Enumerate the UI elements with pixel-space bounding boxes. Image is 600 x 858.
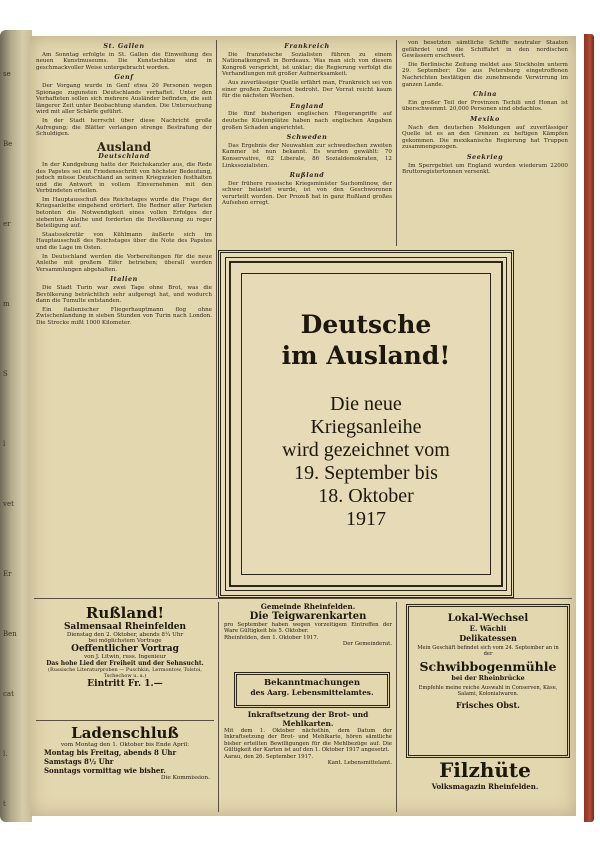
spine-fragment: Er	[3, 570, 12, 578]
ad-topic: Das hohe Lied der Freiheit und der Sehnsucht.	[46, 660, 204, 667]
newspaper-page	[30, 36, 576, 816]
article-paragraph: Im Sperrgebiet um England wurden wiederum 22000 Bruttoregistertonnen versenkt.	[402, 162, 568, 176]
spine-fragment: vet	[3, 500, 14, 508]
ad-subline: bei möglichstem Vortrage	[88, 638, 162, 644]
article-paragraph: Die Stadt Turin war zwei Tage ohne Brot, was die Bevölkerung beträchtlich sehr aufgeregt hat, und wodurch dann die Tumulte entstanden.	[36, 285, 212, 305]
article-paragraph: Der frühere russische Kriegsminister Suchomlinow, der schwer belastet wurde, ist von den Geschworenen verurteilt worden. Der Prozeß hat in ganz Rußland großes Aufsehen erregt.	[222, 180, 392, 207]
russland-lecture-ad	[36, 602, 214, 718]
section-heading: Seekrieg	[466, 152, 504, 161]
column-rule	[218, 602, 219, 812]
ad-body	[221, 393, 511, 531]
spine-fragment: se	[3, 70, 11, 78]
column-left	[36, 40, 212, 596]
ad-line: Sonntags vormittag wie bisher.	[44, 766, 166, 775]
article-paragraph: Aus zuverlässiger Quelle erfährt man, Frankreich sei von einer großen Zuckernot bedroht. Der Vorrat reicht kaum für die nächsten Wochen.	[222, 79, 392, 100]
article-paragraph: Ein großer Teil der Provinzen Tschili und Honan ist überschwemmt. 20,000 Personen sind obdachlos.	[402, 99, 568, 113]
notice-body: Mit dem 1. Oktober nächsthin, dem Datum der Inkraftsetzung der Brot- und Mehlkarte, hören sämtliche bisher erteilten Bewilligungen für die Mehlbezüge auf. Die Gültigkeit der Karten ist auf den 1. Oktober 1917 angesetzt.	[224, 728, 392, 754]
ad-title: Lokal-Wechsel	[447, 613, 529, 624]
book-spine	[0, 30, 32, 822]
ads-divider	[34, 598, 572, 599]
section-heading: Italien	[110, 275, 138, 284]
article-paragraph: Der Vorgang wurde in Genf etwa 20 Personen wegen Spionage zugunsten Deutschlands verhaftet. Unter den Verhafteten sollen sich mehrere Ausländer befinden, die seit längerer Zeit unter Beobachtung standen. Die Untersuchung wird mit aller Schärfe geführt.	[36, 82, 212, 116]
article-paragraph: Die Berlinische Zeitung meldet aus Stockholm unterm 29. September: Die aus Petersburg eingetroffenen Nachrichten bestätigen die zunehmende Verwirrung im ganzen Lande.	[402, 61, 568, 88]
ad-body-line: Die neue	[330, 393, 402, 415]
ad-subline: Volksmagazin Rheinfelden.	[431, 782, 539, 791]
article-paragraph: Das Ergebnis der Neuwahlen zur schwedischen zweiten Kammer ist nun bekannt. Es wurden gewählt: 70 Konservative, 62 Liberale, 86 Sozialdemokraten, 12 Linkssozialisten.	[222, 142, 392, 169]
notice-body: pro September haben wegen vorzeitigem Eintreffen der Ware Gültigkeit bis 5. Oktober.	[224, 622, 392, 635]
notice-header: Gemeinde Rheinfelden.	[260, 602, 356, 611]
book-cover-edge	[584, 34, 594, 822]
lokal-wechsel-ad	[406, 604, 570, 758]
ad-fresh: Frisches Obst.	[456, 700, 520, 710]
ad-offer: Empfehle meine reiche Auswahl in Conserven, Käse, Salami, Kolonialwaren.	[418, 685, 558, 697]
spine-fragment: Ben	[3, 630, 17, 638]
ad-lecture-title: Oeffentlicher Vortrag	[71, 644, 179, 654]
article-paragraph: Nach den deutschen Meldungen auf zuverlässiger Quelle ist es an den Grenzen zu heftigen Kämpfen gekommen. Die mexikanische Regierung hat Truppen zusammengezogen.	[402, 124, 568, 151]
article-paragraph: Die französische Sozialisten führen zu einem Nationalkongreß in Bordeaux. Was man sich von diesem Kongreß verspricht, ist unklar; die Regierung verfolgt die Verhandlungen mit großer Aufmerksamkeit.	[222, 51, 392, 78]
ad-signature: Die Kommission.	[160, 775, 210, 781]
ad-headline-line: Deutsche	[300, 310, 432, 339]
ad-title: Filzhüte	[439, 758, 531, 782]
spine-fragment: t	[3, 800, 6, 808]
article-paragraph: von besetzten sämtliche Schiffe neutraler Staaten gefährdet und die Schiffahrt in den nordischen Gewässern erschwert.	[402, 40, 568, 60]
ladenschluss-ad	[36, 724, 214, 810]
ad-speaker: von J. Litwin, russ. Ingenieur	[83, 654, 167, 660]
spine-fragment: S	[3, 370, 8, 378]
ad-body-line: 18. Oktober	[318, 485, 414, 507]
ad-body-line: Kriegsanleihe	[310, 416, 422, 438]
article-paragraph: Ein italienischer Fliegerhauptmann flog ohne Zwischenlandung in sieben Stunden von Turin nach London. Die Strecke mißt 1000 Kilometer.	[36, 306, 212, 326]
ad-owner: E. Wächli	[469, 624, 507, 633]
filzhuete-ad	[406, 758, 564, 810]
ad-details: (Russische Literaturproben — Puschkin, Lermontow, Tolstoi, Tschechow u. a.)	[48, 667, 202, 679]
ad-date: Dienstag den 2. Oktober, abends 8¼ Uhr	[66, 632, 184, 638]
ad-line: Montag bis Freitag, abends 8 Uhr	[44, 748, 177, 757]
ad-venue: Salmensaal Rheinfelden	[63, 622, 187, 632]
article-paragraph: Im Hauptausschuß des Reichstages wurde die Frage der Kriegsanleihe eingehend erörtert. Die Redner aller Parteien betonten die Notwendigkeit eines vollen Erfolges der siebenten Anleihe und forderten die Bevölkerung zu reger Beteiligung auf.	[36, 196, 212, 230]
spine-fragment: cat	[3, 690, 14, 698]
spine-fragment: m	[3, 300, 10, 308]
banner-line: des Aarg. Lebensmittelamtes.	[250, 688, 374, 697]
article-paragraph: Die fünf bisherigen englischen Fliegerangriffe auf deutsche Küstenplätze haben nach englischen Angaben großen Schaden angerichtet.	[222, 111, 392, 131]
article-paragraph: In der Stadt herrscht über diese Nachricht große Aufregung; die Blätter verlangen strenge Bestrafung der Schuldigen.	[36, 117, 212, 138]
ad-notice: Mein Geschäft befindet sich vom 24. September an in der	[417, 645, 559, 657]
notice-title: Inkraftsetzung der Brot- und Mehlkarten.	[247, 710, 369, 728]
notice-signature: Kant. Lebensmittelamt.	[327, 759, 392, 766]
ad-body-line: 19. September bis	[294, 462, 438, 484]
article-paragraph: Am Sonntag erfolgte in St. Gallen die Einweihung des neuen Kunstmuseums. Die Kunstschätze sind in geschmackvoller Weise untergebracht worden.	[36, 51, 212, 71]
column-rule	[396, 602, 397, 812]
ad-entry-fee: Eintritt Fr. 1.—	[87, 679, 163, 689]
notice-title: Die Teigwarenkarten	[249, 611, 367, 622]
brot-mehlkarten-notice	[224, 710, 392, 810]
section-heading: St. Gallen	[103, 42, 145, 50]
ad-location: bei der Rheinbrücke	[451, 674, 525, 682]
teigwaren-notice	[224, 602, 392, 668]
ad-title: Ladenschluß	[71, 724, 179, 742]
notice-signature: Der Gemeinderat.	[342, 640, 392, 647]
war-loan-advertisement	[218, 250, 514, 598]
spine-fragment: Be	[3, 140, 13, 148]
spine-fragment: l.	[3, 750, 8, 758]
ad-body-line: 1917	[346, 508, 386, 530]
ad-headline-line: im Ausland!	[281, 341, 451, 370]
section-heading: Genf	[114, 73, 134, 82]
article-paragraph: In der Kundgebung hatte der Reichskanzler aus, die Rede des Papstes sei ein Friedensschritt von höchster Bedeutung, jedoch müsse Deutschland an seinen Kriegszielen festhalten und die Antwort in vollem Einvernehmen mit den Verbündeten erteilen.	[36, 161, 212, 195]
page-section-title: Ausland	[96, 139, 152, 154]
article-paragraph: Staatssekretär von Kühlmann äußerte sich im Hauptausschuß des Reichstages über die Note des Papstes und die Lage im Osten.	[36, 231, 212, 252]
ad-divider	[36, 720, 214, 721]
article-paragraph: In Deutschland werden die Vorbereitungen für die neue Anleihe mit großem Eifer betrieben; überall werden Versammlungen abgehalten.	[36, 253, 212, 273]
banner-line: Bekanntmachungen	[263, 678, 361, 688]
spine-fragment: l	[3, 440, 6, 448]
column-rule	[396, 40, 397, 246]
lebensmittelamt-banner	[234, 672, 390, 708]
section-heading: Mexiko	[470, 114, 500, 123]
ad-line: Samstags 8½ Uhr	[44, 757, 114, 766]
ad-trade: Delikatessen	[459, 633, 517, 643]
notice-date: Aarau, den 26. September 1917.	[224, 753, 314, 760]
spine-fragment: er	[3, 220, 11, 228]
section-heading: China	[473, 90, 497, 99]
section-heading: England	[290, 101, 324, 110]
section-heading: Frankreich	[284, 42, 330, 50]
ad-shop-name: Schwibbogenmühle	[419, 659, 557, 674]
ad-body-line: wird gezeichnet vom	[282, 439, 450, 461]
notice-date: Rheinfelden, den 1. Oktober 1917.	[224, 634, 319, 641]
column-right	[402, 40, 568, 246]
ad-line: vom Montag den 1. Oktober bis Ende April:	[60, 742, 190, 748]
column-rule	[216, 40, 217, 596]
section-heading: Schweden	[286, 133, 328, 142]
ad-headline	[221, 309, 511, 371]
ad-title: Rußland!	[85, 604, 165, 622]
section-heading: Deutschland	[98, 152, 150, 161]
column-middle	[222, 40, 392, 246]
section-heading: Rußland	[289, 171, 325, 180]
